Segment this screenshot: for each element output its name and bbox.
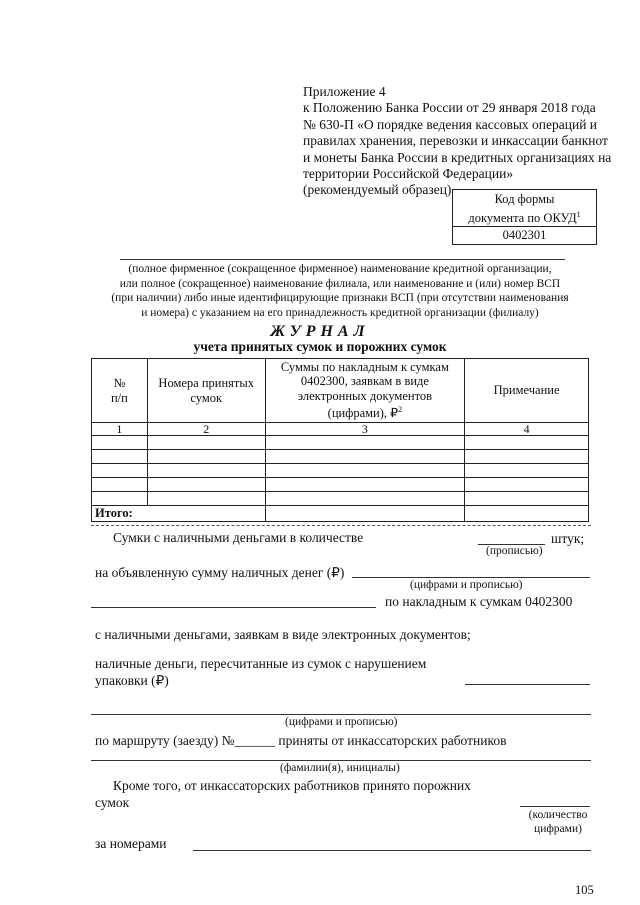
annex-line: территории Российской Федерации» xyxy=(303,166,514,182)
declared-caption: (цифрами и прописью) xyxy=(410,579,523,591)
recount-caption: (цифрами и прописью) xyxy=(285,716,398,728)
empty-bags-text-line1: Кроме того, от инкассаторских работников принято порожних xyxy=(113,778,471,793)
org-name-line[interactable] xyxy=(120,259,565,260)
dashed-separator xyxy=(91,525,591,526)
declared-text: на объявленную сумму наличных денег (₽) xyxy=(95,565,345,580)
cash-text: с наличными деньгами, заявкам в виде электронных документов; xyxy=(95,627,471,642)
org-caption: (полное фирменное (сокращенное фирменное) наименование кредитной организации, или полное (сокращенное) наименование филиала, или наименование и (или) номер ВСП (при наличии) либо иные идентифицирующие признаки ВСП (при отсутствии наименования и номера) с указанием на его принадлежность кредитной организации (филиалу) xyxy=(111,263,569,319)
invoices-field[interactable] xyxy=(91,607,376,608)
recount-text-line1: наличные деньги, пересчитанные из сумок с нарушением xyxy=(95,656,427,671)
annex-line: к Положению Банка России от 29 января 2018 года xyxy=(303,100,596,116)
table-total-row xyxy=(92,506,589,522)
header-note: Примечание xyxy=(465,359,589,423)
page-number: 105 xyxy=(575,883,594,897)
okud-box xyxy=(452,189,597,245)
journal-subtitle: учета принятых сумок и порожних сумок xyxy=(193,339,447,354)
recount-text-line2: упаковки (₽) xyxy=(95,673,169,688)
journal-table xyxy=(91,358,589,522)
recount-short-field[interactable] xyxy=(465,684,590,685)
empty-bags-count-field[interactable] xyxy=(520,806,590,807)
table-row[interactable] xyxy=(92,478,589,492)
okud-code: 0402301 xyxy=(502,228,547,243)
route-caption: (фамилии(я), инициалы) xyxy=(280,762,400,774)
header-amounts: Суммы по накладным к сумкам 0402300, заявкам в виде электронных документов (цифрами), ₽$^2$ xyxy=(265,359,465,423)
header-number: № п/п xyxy=(92,359,148,423)
okud-footnote-mark: 1 xyxy=(576,210,581,219)
annex-header xyxy=(303,84,612,199)
annex-line: и монеты Банка России в кредитных организациях на xyxy=(303,149,612,165)
total-label: Итого: xyxy=(92,506,266,522)
total-note[interactable] xyxy=(465,506,589,522)
annex-line: правилах хранения, перевозки и инкассации банкнот xyxy=(303,133,608,149)
header-bag-numbers: Номера принятых сумок xyxy=(147,359,265,423)
table-row[interactable] xyxy=(92,464,589,478)
annex-line: № 630-П «О порядке ведения кассовых операций и xyxy=(303,116,598,132)
numbers-text: за номерами xyxy=(95,836,167,851)
bags-unit: штук; xyxy=(551,531,585,546)
recount-sum-field[interactable] xyxy=(91,714,591,715)
table-header-row xyxy=(92,359,589,423)
table-row[interactable] xyxy=(92,436,589,450)
bags-caption: (прописью) xyxy=(486,545,543,557)
numbers-field[interactable] xyxy=(193,850,591,851)
invoices-text: по накладным к сумкам 0402300 xyxy=(385,594,573,609)
empty-bags-caption: (количество цифрами) xyxy=(528,809,588,835)
journal-title: ЖУРНАЛ xyxy=(270,323,370,340)
empty-bags-text-line2: сумок xyxy=(95,795,130,810)
table-number-row: 1 2 3 4 xyxy=(92,423,589,436)
annex-line: (рекомендуемый образец) xyxy=(303,182,452,198)
total-amount[interactable] xyxy=(265,506,465,522)
table-row[interactable] xyxy=(92,450,589,464)
okud-label: Код формы документа по ОКУД$^1$ xyxy=(453,190,596,227)
bags-text: Сумки с наличными деньгами в количестве xyxy=(113,530,364,545)
annex-line: Приложение 4 xyxy=(303,84,386,99)
collectors-names-field[interactable] xyxy=(91,760,591,761)
route-text: по маршруту (заезду) №______ приняты от инкассаторских работников xyxy=(95,733,507,748)
declared-sum-field[interactable] xyxy=(352,577,590,578)
table-row[interactable] xyxy=(92,492,589,506)
